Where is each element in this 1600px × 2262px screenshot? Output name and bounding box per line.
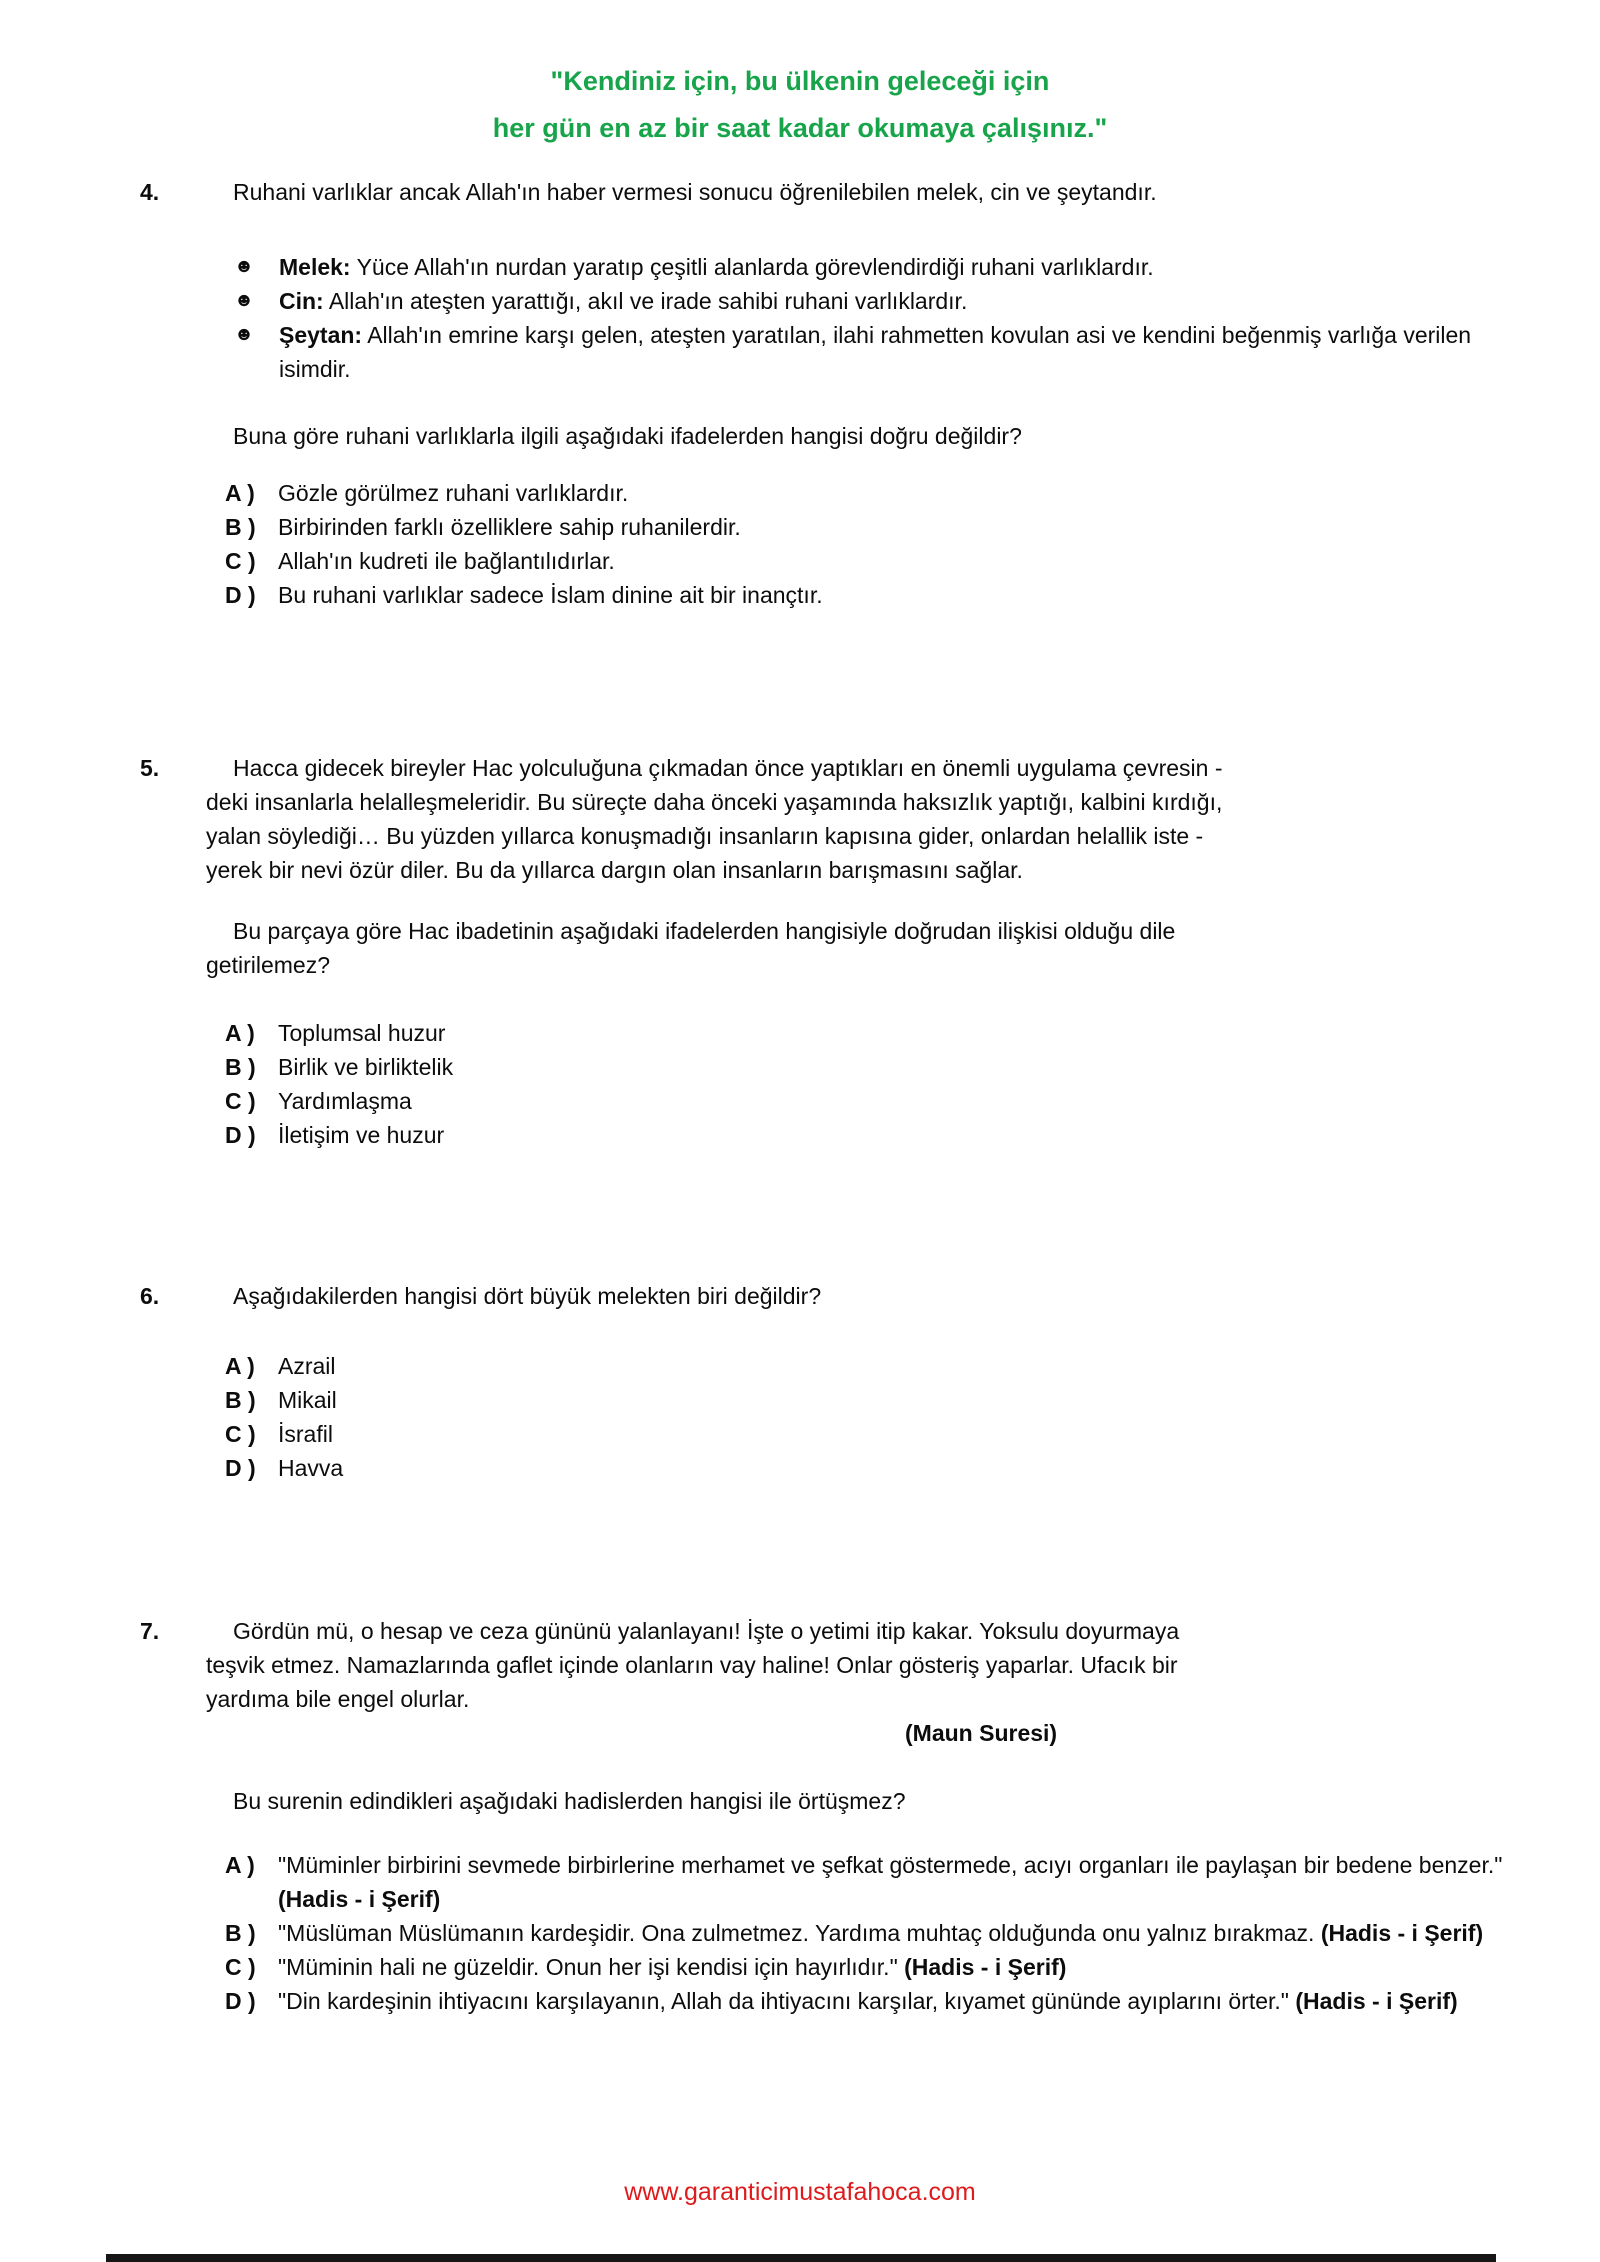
stem-line: Bu parçaya göre Hac ibadetinin aşağıdaki ifadelerden hangisiyle doğrudan ilişkisi olduğu dile — [233, 918, 1176, 944]
hadis-source: (Hadis - i Şerif) — [1295, 1988, 1458, 2014]
header-quote-line1: "Kendiniz için, bu ülkenin geleceği için — [550, 66, 1050, 96]
option-row — [225, 578, 1510, 612]
paragraph-line: yerek bir nevi özür diler. Bu da yıllarca dargın olan insanların barışmasını sağlar. — [206, 857, 1023, 883]
option-text: Mikail — [278, 1387, 337, 1413]
option-text: Azrail — [278, 1353, 336, 1379]
question-7-number: 7. — [140, 1618, 160, 1644]
option-text: Havva — [278, 1455, 344, 1481]
paragraph-line: yardıma bile engel olurlar. — [206, 1686, 470, 1712]
paragraph-line: teşvik etmez. Namazlarında gaflet içinde olanların vay haline! Onlar gösteriş yaparlar. Ufacık bir — [206, 1652, 1178, 1678]
option-row — [225, 544, 1510, 578]
bullet-body: Yüce Allah'ın nurdan yaratıp çeşitli alanlarda görevlendirdiği ruhani varlıklardır. — [356, 254, 1154, 280]
option-label: B ) — [225, 514, 256, 540]
option-row — [225, 1383, 1510, 1417]
option-row — [225, 1118, 1510, 1152]
option-row — [225, 476, 1510, 510]
list-item — [234, 284, 1499, 318]
option-label: B ) — [225, 1054, 256, 1080]
option-label: A ) — [225, 1020, 255, 1046]
option-text: Toplumsal huzur — [278, 1020, 446, 1046]
smiley-bullet-icon: ☻ — [234, 324, 254, 345]
list-item — [234, 250, 1499, 284]
question-4-stem: Buna göre ruhani varlıklarla ilgili aşağıdaki ifadelerden hangisi doğru değildir? — [233, 423, 1022, 449]
option-row — [225, 510, 1510, 544]
option-text: Yardımlaşma — [278, 1088, 412, 1114]
hadis-text: "Müslüman Müslümanın kardeşidir. Ona zulmetmez. Yardıma muhtaç olduğunda onu yalnız bırakmaz. — [278, 1920, 1315, 1946]
question-5-number: 5. — [140, 755, 160, 781]
paragraph-line: deki insanlarla helalleşmeleridir. Bu süreçte daha önceki yaşamında haksızlık yaptığı, kalbini kırdığı, — [206, 789, 1223, 815]
question-7-options — [225, 1848, 1510, 2018]
question-6-options — [225, 1349, 1510, 1485]
footer-url: www.garanticimustafahoca.com — [624, 2178, 976, 2206]
bullet-label: Melek: — [279, 254, 351, 280]
option-text — [278, 1950, 1510, 1984]
option-label: D ) — [225, 582, 256, 608]
question-4-number: 4. — [140, 179, 160, 205]
scan-edge-bar — [106, 2254, 1496, 2262]
question-4-intro: Ruhani varlıklar ancak Allah'ın haber vermesi sonucu öğrenilebilen melek, cin ve şeytandır. — [233, 179, 1157, 205]
option-row — [225, 1984, 1510, 2018]
hadis-text: "Müminler birbirini sevmede birbirlerine merhamet ve şefkat göstermede, acıyı organları ile paylaşan bir bedene benzer." — [278, 1852, 1503, 1878]
option-text: Birlik ve birliktelik — [278, 1054, 454, 1080]
header-quote — [0, 58, 1600, 152]
option-label: A ) — [225, 1353, 255, 1379]
option-text — [278, 1984, 1510, 2018]
question-6-stem: Aşağıdakilerden hangisi dört büyük melekten biri değildir? — [233, 1283, 822, 1309]
option-row — [225, 1950, 1510, 1984]
header-quote-line2: her gün en az bir saat kadar okumaya çalışınız." — [492, 113, 1108, 143]
option-row — [225, 1848, 1510, 1916]
question-4-options — [225, 476, 1510, 612]
question-7-stem: Bu surenin edindikleri aşağıdaki hadislerden hangisi ile örtüşmez? — [233, 1788, 906, 1814]
hadis-source: (Hadis - i Şerif) — [278, 1886, 441, 1912]
question-7-paragraph — [206, 1614, 1179, 1716]
list-item — [234, 318, 1499, 386]
hadis-text: "Müminin hali ne güzeldir. Onun her işi kendisi için hayırlıdır." — [278, 1954, 898, 1980]
option-label: C ) — [225, 548, 256, 574]
option-row — [225, 1417, 1510, 1451]
option-label: C ) — [225, 1088, 256, 1114]
bullet-label: Şeytan: — [279, 322, 363, 348]
bullet-text — [279, 284, 1499, 318]
option-text: Allah'ın kudreti ile bağlantılıdırlar. — [278, 548, 615, 574]
bullet-text — [279, 318, 1499, 386]
option-text: Gözle görülmez ruhani varlıklardır. — [278, 480, 629, 506]
option-row — [225, 1349, 1510, 1383]
bullet-label: Cin: — [279, 288, 324, 314]
question-5-stem — [206, 914, 1175, 982]
question-5-paragraph — [206, 751, 1223, 887]
paragraph-line: Gördün mü, o hesap ve ceza gününü yalanlayanı! İşte o yetimi itip kakar. Yoksulu doyurmaya — [233, 1618, 1180, 1644]
option-text — [278, 1848, 1510, 1916]
option-label: B ) — [225, 1387, 256, 1413]
option-row — [225, 1451, 1510, 1485]
sura-source: (Maun Suresi) — [905, 1720, 1058, 1746]
option-label: D ) — [225, 1122, 256, 1148]
option-text: Bu ruhani varlıklar sadece İslam dinine ait bir inançtır. — [278, 582, 823, 608]
option-text: İletişim ve huzur — [278, 1122, 445, 1148]
paragraph-line: yalan söylediği… Bu yüzden yıllarca konuşmadığı insanların kapısına gider, onlardan helallik iste - — [206, 823, 1204, 849]
option-label: A ) — [225, 1852, 255, 1878]
smiley-bullet-icon: ☻ — [234, 290, 254, 311]
bullet-body: Allah'ın emrine karşı gelen, ateşten yaratılan, ilahi rahmetten kovulan asi ve kendini beğenmiş varlığa verilen isimdir. — [279, 322, 1472, 382]
hadis-text: "Din kardeşinin ihtiyacını karşılayanın, Allah da ihtiyacını karşılar, kıyamet gününde ayıplarını örter." — [278, 1988, 1289, 2014]
option-label: D ) — [225, 1455, 256, 1481]
question-4-bullet-list — [234, 250, 1499, 386]
paragraph-line: Hacca gidecek bireyler Hac yolculuğuna çıkmadan önce yaptıkları en önemli uygulama çevresin - — [233, 755, 1223, 781]
bullet-text — [279, 250, 1499, 284]
option-row — [225, 1084, 1510, 1118]
hadis-source: (Hadis - i Şerif) — [1320, 1920, 1484, 1946]
option-row — [225, 1916, 1510, 1950]
option-text — [278, 1916, 1510, 1950]
option-label: C ) — [225, 1954, 256, 1980]
smiley-bullet-icon: ☻ — [234, 256, 254, 277]
question-6-number: 6. — [140, 1283, 160, 1309]
option-label: C ) — [225, 1421, 256, 1447]
hadis-source: (Hadis - i Şerif) — [904, 1954, 1067, 1980]
option-row — [225, 1050, 1510, 1084]
option-label: A ) — [225, 480, 255, 506]
question-5-options — [225, 1016, 1510, 1152]
option-label: D ) — [225, 1988, 256, 2014]
option-label: B ) — [225, 1920, 256, 1946]
option-row — [225, 1016, 1510, 1050]
bullet-body: Allah'ın ateşten yarattığı, akıl ve irade sahibi ruhani varlıklardır. — [328, 288, 968, 314]
option-text: Birbirinden farklı özelliklere sahip ruhanilerdir. — [278, 514, 741, 540]
option-text: İsrafil — [278, 1421, 333, 1447]
stem-line: getirilemez? — [206, 952, 330, 978]
